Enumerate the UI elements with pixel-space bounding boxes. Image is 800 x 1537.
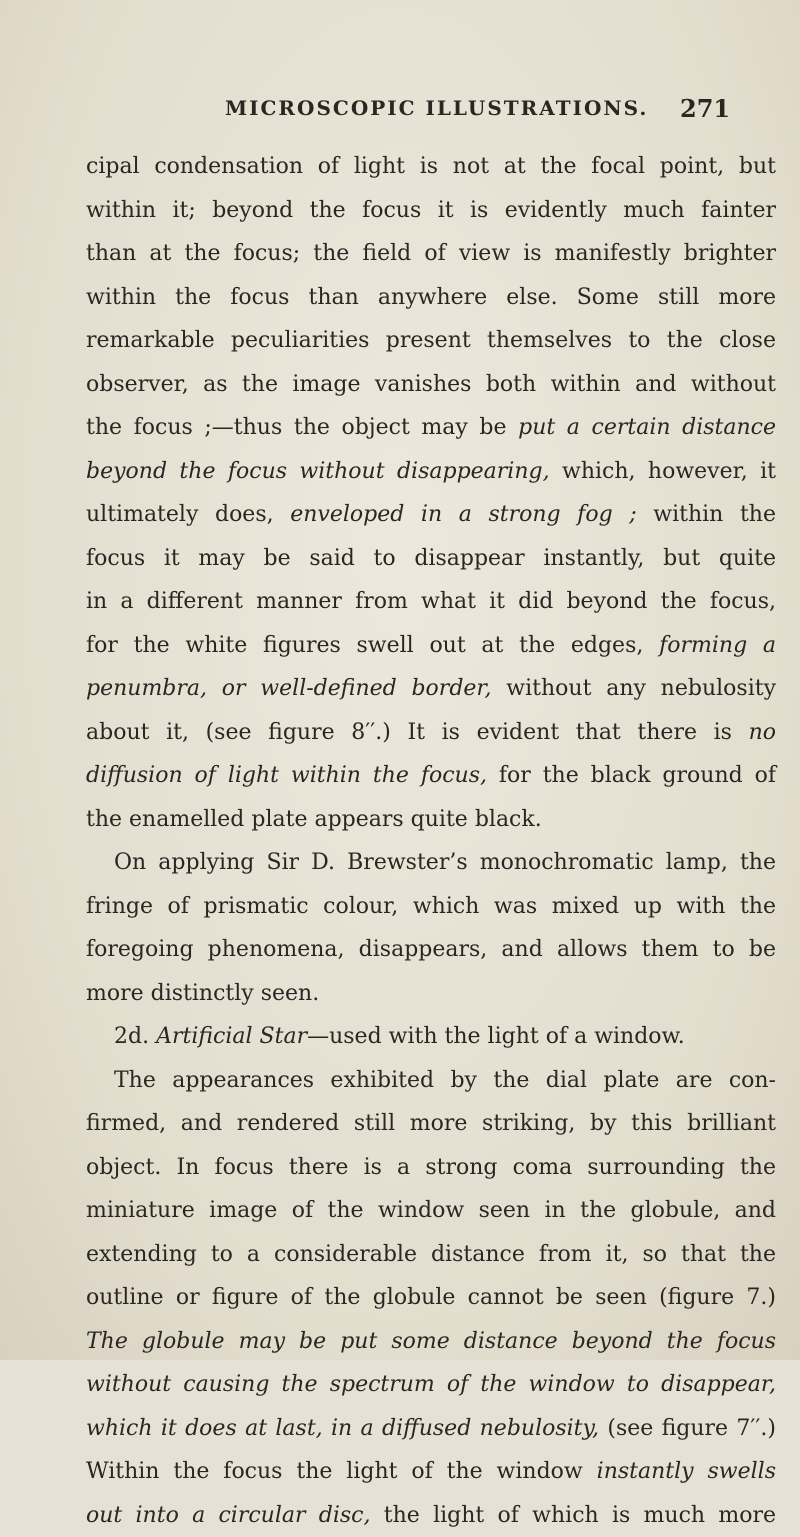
italic-run: which it does at last, in a diffused nebulosity, [86, 1416, 599, 1441]
text-line [86, 1146, 776, 1190]
text-run: miniature image of the window seen in the globule, and [86, 1198, 776, 1223]
text-line [86, 798, 776, 842]
text-run: foregoing phenomena, disappears, and allows them to be [86, 937, 776, 962]
running-title: MICROSCOPIC ILLUSTRATIONS. [225, 96, 648, 120]
text-line [86, 1189, 776, 1233]
text-run: On applying Sir D. Brewster’s monochromatic lamp, the [114, 850, 776, 875]
text-run: cipal condensation of light is not at the focal point, but [86, 154, 776, 179]
text-line [86, 1233, 776, 1277]
italic-run: no [749, 720, 776, 745]
text-line [86, 667, 776, 711]
text-run: (see figure 7′′.) [599, 1416, 776, 1441]
text-line [86, 493, 776, 537]
text-run: within the [637, 502, 776, 527]
text-line [86, 537, 776, 581]
text-line [86, 711, 776, 755]
italic-run: put a certain distance [518, 415, 776, 440]
text-run: ultimately does, [86, 502, 290, 527]
italic-run: beyond the focus without disappearing, [86, 459, 550, 484]
text-run: observer, as the image vanishes both within and without [86, 372, 776, 397]
text-run: firmed, and rendered still more striking, by this brilliant [86, 1111, 776, 1136]
italic-run: without causing the spectrum of the window to disappear, [86, 1372, 776, 1397]
text-line [86, 885, 776, 929]
text-line [86, 928, 776, 972]
italic-run: out into a circular disc, [86, 1503, 371, 1528]
text-line [86, 1320, 776, 1364]
text-run: object. In focus there is a strong coma surrounding the [86, 1155, 776, 1180]
text-run: than at the focus; the field of view is manifestly brighter [86, 241, 776, 266]
italic-run: forming a [659, 633, 776, 658]
text-run: The appearances exhibited by the dial plate are con- [114, 1068, 776, 1093]
text-run: Within the focus the light of the window [86, 1459, 597, 1484]
text-line [86, 624, 776, 668]
text-line [86, 841, 776, 885]
text-line [86, 406, 776, 450]
text-line [86, 1102, 776, 1146]
text-run: which, however, it [550, 459, 776, 484]
italic-run: enveloped in a strong fog ; [290, 502, 636, 527]
text-run: within it; beyond the focus it is evidently much fainter [86, 198, 776, 223]
italic-run: The globule may be put some distance beyond the focus [86, 1329, 776, 1354]
text-line [86, 319, 776, 363]
text-line [86, 1363, 776, 1407]
italic-run: instantly swells [597, 1459, 776, 1484]
text-run: for the black ground of [487, 763, 776, 788]
text-run: the light of which is much more [371, 1503, 776, 1528]
text-line [86, 1494, 776, 1537]
text-run: outline or figure of the globule cannot be seen (figure 7.) [86, 1285, 776, 1310]
text-line [86, 1059, 776, 1103]
text-run: within the focus than anywhere else. Some still more [86, 285, 776, 310]
page-header [0, 96, 800, 136]
text-run: about it, (see figure 8′′.) It is evident that there is [86, 720, 749, 745]
text-line [86, 363, 776, 407]
text-run: remarkable peculiarities present themselves to the close [86, 328, 776, 353]
italic-run: penumbra, or well-defined border, [86, 676, 492, 701]
page-number: 271 [680, 94, 730, 123]
text-line [86, 189, 776, 233]
italic-run: diffusion of light within the focus, [86, 763, 487, 788]
text-run: the focus ;—thus the object may be [86, 415, 518, 440]
text-run: focus it may be said to disappear instantly, but quite [86, 546, 776, 571]
text-line [86, 580, 776, 624]
body-text [86, 145, 776, 1537]
text-run: the enamelled plate appears quite black. [86, 807, 542, 832]
text-run: 2d. [114, 1024, 156, 1049]
italic-run: Artificial Star [156, 1024, 307, 1049]
text-line [86, 1276, 776, 1320]
text-line [86, 145, 776, 189]
text-line [86, 276, 776, 320]
text-run: for the white figures swell out at the edges, [86, 633, 659, 658]
text-line [86, 450, 776, 494]
text-run: in a different manner from what it did beyond the focus, [86, 589, 776, 614]
text-line [86, 1450, 776, 1494]
text-line [86, 754, 776, 798]
text-run: —used with the light of a window. [307, 1024, 685, 1049]
text-line [86, 1015, 776, 1059]
text-run: extending to a considerable distance from it, so that the [86, 1242, 776, 1267]
text-run: more distinctly seen. [86, 981, 319, 1006]
text-line [86, 972, 776, 1016]
text-run: fringe of prismatic colour, which was mixed up with the [86, 894, 776, 919]
text-line [86, 232, 776, 276]
text-line [86, 1407, 776, 1451]
text-run: without any nebulosity [492, 676, 776, 701]
